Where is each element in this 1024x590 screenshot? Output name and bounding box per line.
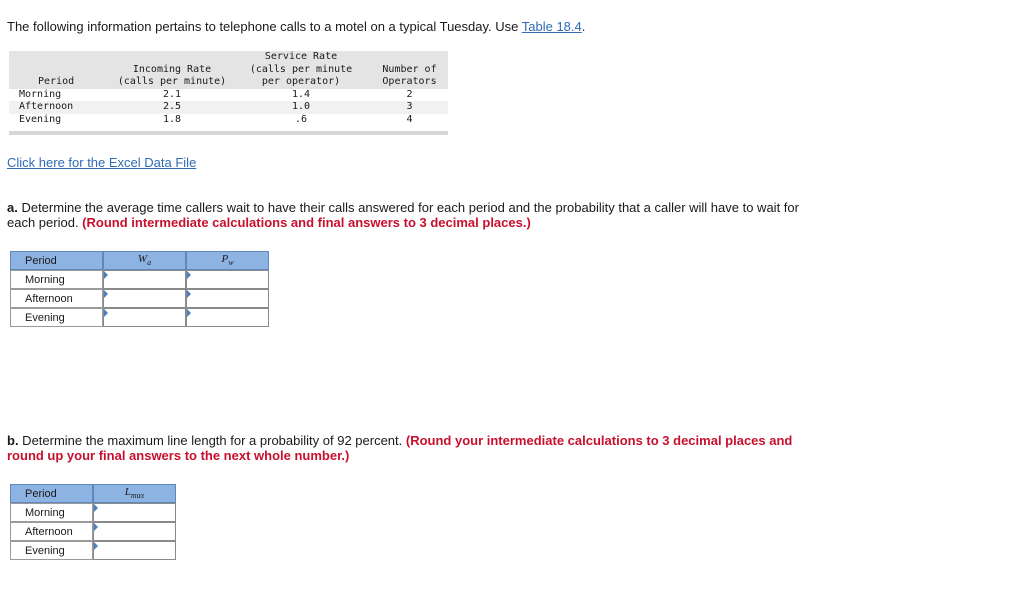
cell-service: 1.4 bbox=[291, 88, 311, 100]
header-operators-line1: Number of bbox=[382, 63, 437, 75]
cell-service: .6 bbox=[294, 113, 308, 125]
header-service-line3: per operator) bbox=[261, 76, 341, 87]
header-incoming-rate bbox=[113, 51, 231, 89]
table-18-4-link[interactable]: Table 18.4 bbox=[521, 19, 582, 34]
header-service-rate bbox=[231, 51, 371, 89]
lmax-subscript: max bbox=[130, 491, 145, 501]
question-b-text: Determine the maximum line length for a probability of 92 percent. bbox=[18, 433, 406, 448]
question-a-text: Determine the average time callers wait to have their calls answered for each period and the probability that a caller will have to wait for each period. bbox=[7, 200, 799, 230]
header-service-line2: (calls per minute bbox=[249, 63, 353, 75]
answer-a-header-wa bbox=[103, 251, 186, 270]
cell-incoming: 2.5 bbox=[162, 101, 182, 112]
pw-symbol: P bbox=[221, 253, 229, 266]
wa-afternoon-cell[interactable] bbox=[103, 289, 186, 308]
lmax-morning-cell[interactable] bbox=[93, 503, 176, 522]
pw-evening-input[interactable] bbox=[187, 309, 268, 326]
header-incoming-line2: (calls per minute) bbox=[117, 76, 227, 87]
cell-incoming: 1.8 bbox=[162, 113, 182, 125]
intro-text bbox=[7, 19, 585, 35]
intro-sentence: The following information pertains to telephone calls to a motel on a typical Tuesday. Use bbox=[7, 19, 522, 34]
table-row bbox=[9, 114, 448, 127]
pw-afternoon-cell[interactable] bbox=[186, 289, 269, 308]
answer-a-header-period: Period bbox=[10, 251, 103, 270]
wa-subscript: a bbox=[147, 258, 152, 268]
lmax-afternoon-input[interactable] bbox=[94, 523, 175, 540]
lmax-evening-cell[interactable] bbox=[93, 541, 176, 560]
pw-morning-input[interactable] bbox=[187, 271, 268, 288]
answer-b-row-label: Afternoon bbox=[10, 522, 93, 541]
cell-operators: 2 bbox=[406, 88, 413, 100]
table-row bbox=[10, 270, 269, 289]
wa-morning-cell[interactable] bbox=[103, 270, 186, 289]
pw-subscript: w bbox=[228, 258, 234, 268]
wa-morning-input[interactable] bbox=[104, 271, 185, 288]
answer-a-row-label: Morning bbox=[10, 270, 103, 289]
cell-operators: 3 bbox=[406, 101, 413, 112]
lmax-evening-input[interactable] bbox=[94, 542, 175, 559]
question-a-label: a. bbox=[7, 200, 18, 215]
header-incoming-line1: Incoming Rate bbox=[132, 63, 212, 75]
answer-a-header-pw bbox=[186, 251, 269, 270]
cell-period: Afternoon bbox=[19, 101, 74, 112]
wa-evening-input[interactable] bbox=[104, 309, 185, 326]
pw-morning-cell[interactable] bbox=[186, 270, 269, 289]
table-row bbox=[9, 89, 448, 102]
cell-service: 1.0 bbox=[291, 101, 311, 112]
pw-afternoon-input[interactable] bbox=[187, 290, 268, 307]
table-row bbox=[9, 101, 448, 114]
header-service-line1: Service Rate bbox=[264, 51, 338, 62]
cell-incoming: 2.1 bbox=[162, 88, 182, 100]
lmax-morning-input[interactable] bbox=[94, 504, 175, 521]
answer-b-header-period: Period bbox=[10, 484, 93, 503]
question-a-instruction: (Round intermediate calculations and final answers to 3 decimal places.) bbox=[82, 215, 531, 230]
wa-symbol: W bbox=[137, 253, 148, 266]
cell-operators: 4 bbox=[406, 113, 413, 125]
wa-evening-cell[interactable] bbox=[103, 308, 186, 327]
lmax-symbol: L bbox=[124, 486, 131, 499]
table-row bbox=[10, 289, 269, 308]
answer-b-row-label: Evening bbox=[10, 541, 93, 560]
question-b-label: b. bbox=[7, 433, 19, 448]
answer-a-row-label: Afternoon bbox=[10, 289, 103, 308]
question-b bbox=[7, 433, 797, 463]
answer-b-header-lmax bbox=[93, 484, 176, 503]
intro-period: . bbox=[581, 19, 586, 34]
table-row bbox=[10, 541, 176, 560]
answer-b-row-label: Morning bbox=[10, 503, 93, 522]
data-table-header-row bbox=[9, 51, 448, 89]
header-operators-line2: Operators bbox=[382, 76, 437, 87]
cell-period: Morning bbox=[19, 88, 62, 100]
cell-period: Evening bbox=[19, 113, 62, 125]
question-b-instruction: (Round your intermediate calculations to 3 decimal places and round up your final answers to the next whole number.) bbox=[7, 433, 793, 463]
table-row bbox=[10, 308, 269, 327]
table-row bbox=[10, 522, 176, 541]
answer-table-b bbox=[10, 484, 176, 560]
question-a bbox=[7, 200, 807, 230]
excel-data-file-link[interactable]: Click here for the Excel Data File bbox=[7, 155, 197, 170]
pw-evening-cell[interactable] bbox=[186, 308, 269, 327]
header-period: Period bbox=[38, 76, 75, 87]
table-bottom-rule bbox=[9, 131, 448, 135]
table-row bbox=[10, 503, 176, 522]
lmax-afternoon-cell[interactable] bbox=[93, 522, 176, 541]
answer-a-row-label: Evening bbox=[10, 308, 103, 327]
motel-data-table bbox=[9, 51, 448, 126]
header-operators bbox=[371, 51, 448, 89]
answer-table-a bbox=[10, 251, 269, 327]
wa-afternoon-input[interactable] bbox=[104, 290, 185, 307]
